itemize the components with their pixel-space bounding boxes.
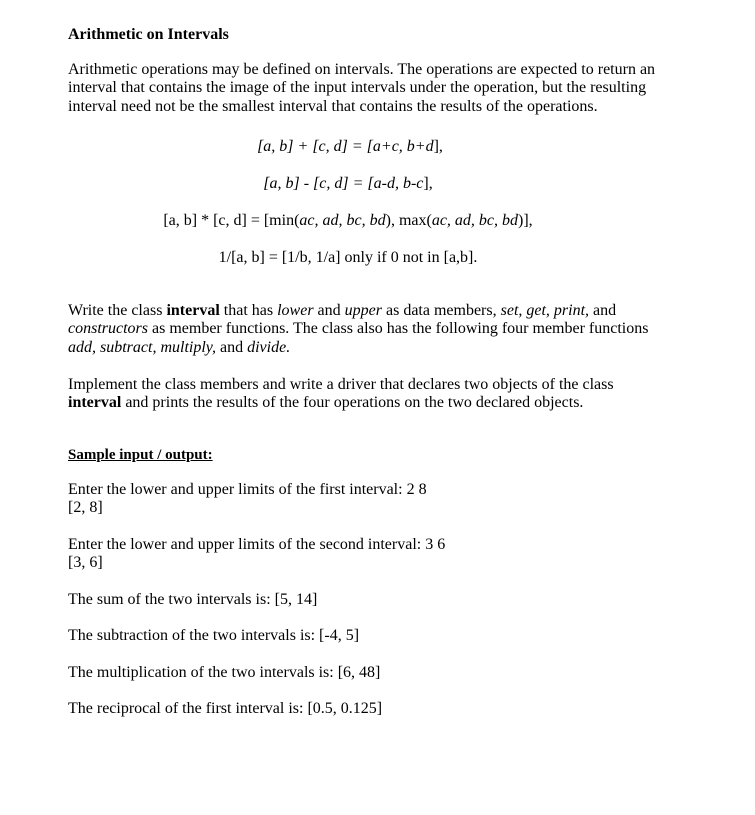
para2-class-name: interval [166, 302, 220, 319]
formula-add-rhs: a+c, b+d [372, 138, 434, 155]
formula-sub-rhs: a-d, b-c [373, 175, 424, 192]
sample-heading: Sample input / output: [68, 447, 213, 463]
page-title: Arithmetic on Intervals [68, 26, 229, 43]
sample-prompt-2: Enter the lower and upper limits of the second interval: 3 6 [68, 536, 446, 553]
sample-first-interval [68, 481, 427, 518]
sample-subtraction: The subtraction of the two intervals is: [-4, 5] [68, 627, 360, 644]
class-description-paragraph [68, 302, 668, 357]
para2-text-4: as data members, [381, 302, 501, 319]
para2-text-1: Write the class [68, 302, 167, 319]
formula-reciprocal [48, 248, 648, 267]
para2-text-5: and [589, 302, 617, 319]
para2-text-7: and [216, 338, 248, 356]
sample-prompt-1: Enter the lower and upper limits of the first interval: 2 8 [68, 481, 427, 498]
para2-constructors: constructors [68, 320, 148, 338]
formula-add-end: ], [433, 138, 443, 155]
implementation-paragraph [68, 376, 668, 413]
sample-sum: The sum of the two intervals is: [5, 14] [68, 591, 318, 608]
para2-lower: lower [277, 302, 314, 319]
formula-recip-lhs: 1/[a, b] = [1/b, 1/a] [218, 249, 341, 266]
formula-sub-lhs: [a, b] - [c, d] = [ [263, 175, 374, 192]
sample-output-2: [3, 6] [68, 554, 103, 572]
sample-multiplication: The multiplication of the two intervals is: [6, 48] [68, 664, 381, 681]
para3-text-1: Implement the class members and write a driver that declares two objects of the class [68, 376, 614, 393]
para2-operations: add, subtract, multiply, [68, 338, 216, 356]
formula-recip-rest: only if 0 not in [a,b]. [340, 249, 478, 266]
sample-output-1: [2, 8] [68, 499, 103, 517]
para2-divide: divide. [247, 338, 291, 356]
para2-text-3: and [313, 302, 345, 319]
para2-text-2: that has [219, 302, 278, 319]
formula-mul-lhs: [a, b] * [c, d] = [min( [163, 212, 300, 229]
para2-set-get-print: set, get, print, [500, 302, 590, 319]
formula-mul-p2: ac, ad, bc, bd [431, 212, 519, 229]
sample-second-interval [68, 536, 445, 573]
formula-mul-p1: ac, ad, bc, bd [299, 212, 386, 229]
sample-reciprocal: The reciprocal of the first interval is: [0.5, 0.125] [68, 700, 383, 717]
para3-text-2: and prints the results of the four operations on the two declared objects. [121, 394, 584, 412]
formula-mul-end: )], [518, 212, 533, 229]
formula-multiply [48, 211, 648, 230]
formula-mul-mid: ), max( [385, 212, 432, 229]
para2-text-6: as member functions. The class also has the following four member functions [148, 320, 649, 338]
intro-paragraph: Arithmetic operations may be defined on intervals. The operations are expected to return an interval that contains the image of the input intervals under the operation, but the resulting interval need not be the smallest interval that contains the results of the operations. [68, 61, 656, 115]
para3-class-name: interval [68, 394, 122, 412]
formula-add-lhs: [a, b] + [c, d] = [ [257, 138, 373, 155]
formula-add [50, 137, 650, 156]
formula-subtract [48, 174, 648, 193]
formula-sub-end: ], [423, 175, 433, 192]
para2-upper: upper [344, 302, 382, 319]
